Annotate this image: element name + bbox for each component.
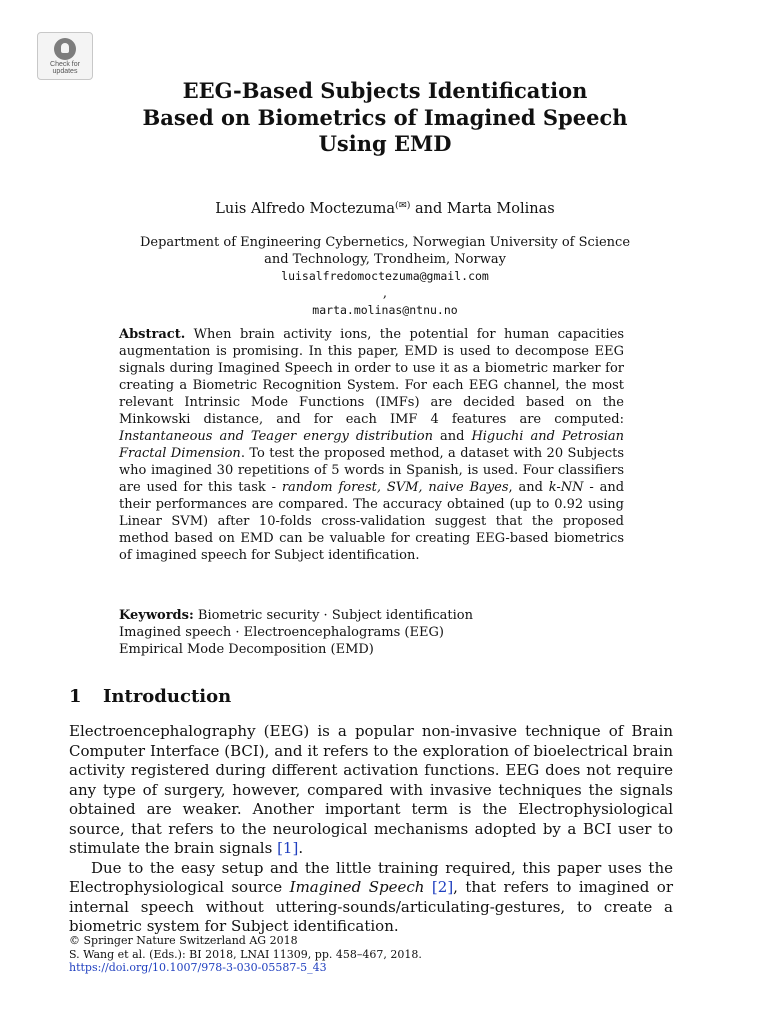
abstract-text-3: . To test the proposed method, a dataset with 20 Subjects who imagined 30 repetitions of 5 words in Spanish, is used. Four classifiers are used for this task - [119, 446, 624, 495]
section-number: 1 [69, 686, 82, 707]
introduction-body [69, 722, 673, 937]
citation-link-1[interactable]: [1] [277, 839, 299, 857]
citation-line: S. Wang et al. (Eds.): BI 2018, LNAI 11309, pp. 458–467, 2018. [69, 947, 422, 961]
updates-icon [54, 38, 76, 60]
section-title: Introduction [103, 686, 232, 707]
affiliation [100, 234, 670, 319]
author-list [100, 200, 670, 217]
author-1: Luis Alfredo Moctezuma [215, 201, 396, 217]
abstract [119, 326, 624, 564]
corresponding-author-mark: (✉) [395, 200, 411, 211]
abstract-text-4: , and [508, 480, 549, 495]
keywords-line-2: Imagined speech · Electroencephalograms (EEG) [119, 625, 444, 640]
paper-title [100, 78, 670, 158]
author-conjunction: and [410, 201, 447, 217]
title-line-2: Based on Biometrics of Imagined Speech [142, 104, 628, 130]
keywords [119, 607, 624, 658]
abstract-text-5: - and their performances are compared. The accuracy obtained (up to 0.92 using Linear SVM) after 10-folds cross-validation suggest that the proposed method based on EMD can be valuable for creating EEG-based biometrics of imagined speech for Subject identification. [119, 480, 625, 563]
citation-link-2[interactable]: [2] [431, 878, 454, 896]
abstract-emphasis-4: k-NN [548, 480, 584, 495]
keywords-line-1 [119, 607, 624, 624]
keywords-text-1: Biometric security · Subject identification [193, 608, 473, 623]
doi-link[interactable]: https://doi.org/10.1007/978-3-030-05587-5_43 [69, 961, 327, 974]
intro-p1-text: Electroencephalography (EEG) is a popular non-invasive technique of Brain Computer Interface (BCI), and it refers to the exploration of bioelectrical brain activity registered during different activation functions. EEG does not require any type of surgery, however, compared with invasive techniques the signals obtained are weaker. Another important term is the Electrophysiological source, that refers to the neurological mechanisms adopted by a BCI user to stimulate the brain signals [69, 722, 673, 857]
badge-line-1: Check for [50, 61, 80, 68]
intro-paragraph-2 [69, 859, 673, 937]
abstract-text-1: When brain activity ions, the potential for human capacities augmentation is promising. In this paper, EMD is used to decompose EEG signals during Imagined Speech in order to use it as a biometric marker for creating a Biometric Recognition System. For each EEG channel, the most relevant Intrinsic Mode Functions (IMFs) are decided based on the Minkowski distance, and for each IMF 4 features are computed: [119, 327, 624, 427]
intro-p2-emphasis: Imagined Speech [289, 878, 425, 896]
affiliation-line-1: Department of Engineering Cybernetics, Norwegian University of Science [139, 235, 631, 250]
badge-line-2: updates [52, 68, 78, 75]
intro-p2-space [424, 878, 431, 896]
copyright-line: © Springer Nature Switzerland AG 2018 [69, 934, 298, 947]
abstract-emphasis-2: Higuchi and Petrosian Fractal Dimension [119, 429, 624, 461]
abstract-emphasis-3: random forest, SVM, naive Bayes [281, 480, 509, 495]
keywords-label: Keywords: [119, 608, 194, 623]
email-1[interactable]: luisalfredomoctezuma@gmail.com [281, 269, 489, 283]
abstract-emphasis-1: Instantaneous and Teager energy distribution [119, 429, 433, 444]
abstract-label: Abstract. [119, 327, 186, 342]
affiliation-line-2: and Technology, Trondheim, Norway [264, 252, 506, 267]
keywords-line-3: Empirical Mode Decomposition (EMD) [119, 642, 374, 657]
email-separator: , [382, 286, 388, 301]
check-for-updates-badge[interactable] [37, 32, 93, 80]
title-line-3: Using EMD [318, 131, 452, 156]
intro-paragraph-1 [69, 722, 673, 859]
abstract-text-2: and [432, 429, 472, 444]
intro-p2-text-2: , that refers to imagined or internal speech without uttering-sounds/articulating-gestures, to create a biometric system for Subject identification. [69, 878, 674, 935]
intro-p2-text-1: Due to the easy setup and the little training required, this paper uses the Electrophysiological source [69, 858, 673, 896]
author-2: Marta Molinas [446, 201, 555, 217]
footer [69, 934, 422, 975]
email-line [100, 268, 670, 319]
section-heading [69, 686, 231, 707]
title-line-1: EEG-Based Subjects Identification [182, 78, 588, 103]
intro-p1-end: . [298, 839, 304, 857]
email-2[interactable]: marta.molinas@ntnu.no [312, 303, 458, 317]
